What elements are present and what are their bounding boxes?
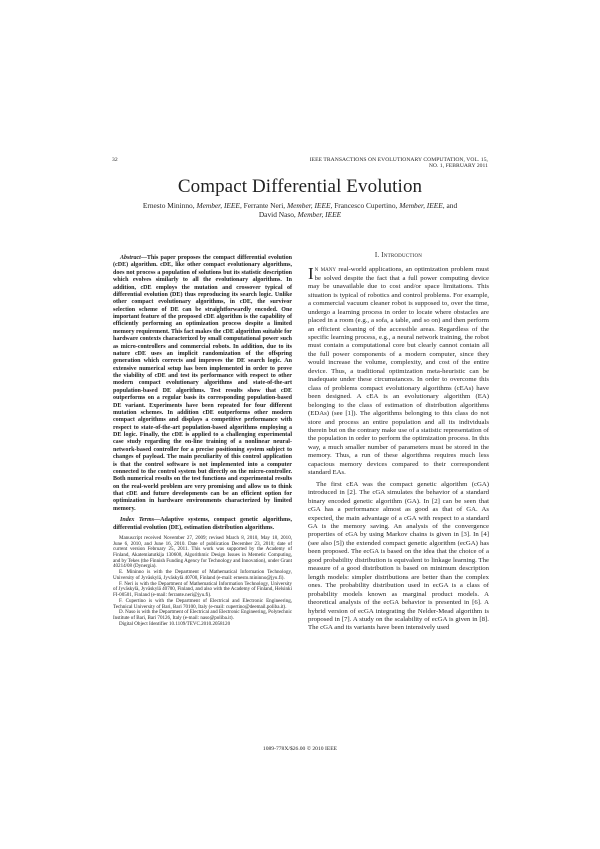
- intro-paragraph: The first cEA was the compact genetic algorithm (cGA) introduced in [2]. The cGA simulates the behavior of a standard binary encoded genetic algorithm (GA). In [2] can be seen that cGA has a performance almost as good as that of GA. As expected, the main advantage of a cGA with respect to a standard GA is the memory saving. An analysis of the convergence properties of cGA by using Markov chains is given in [3]. In [4] (see also [5]) the extended compact genetic algorithm (ecGA) has been proposed. The ecGA is based on the idea that the choice of a good probability distribution is equivalent to linkage learning. The measure of a good distribution is based on minimum description length models: simpler distributions are better than the complex ones. The probability distribution used in ecGA is a class of probability models known as marginal product models. A theoretical analysis of the ecGA behavior is presented in [6]. A hybrid version of ecGA integrating the Nelder-Mead algorithm is proposed in [7]. A study on the scalability of ecGA is given in [8]. The cGA and its variants have been intensively used: [308, 480, 489, 632]
- author-membership: Member, IEEE,: [196, 201, 242, 210]
- abstract-text: —This paper proposes the compact differential evolution (cDE) algorithm. cDE, like other compact evolutionary algorithms, does not process a population of solutions but its statistic description which evolves similarly to all the evolutionary algorithms. In addition, cDE employs the mutation and crossover typical of differential evolution (DE) thus reproducing its search logic. Unlike other compact evolutionary algorithms, in cDE, the survivor selection scheme of DE can be straightforwardly encoded. One important feature of the proposed cDE algorithm is the capability of efficiently performing an optimization process despite a limited memory requirement. This fact makes the cDE algorithm suitable for hardware contexts characterized by small computational power such as micro-controllers and commercial robots. In addition, due to its nature cDE uses an implicit randomization of the offspring generation which corrects and improves the DE search logic. An extensive numerical setup has been implemented in order to prove the viability of cDE and test its performance with respect to other modern compact evolutionary algorithms and state-of-the-art population-based DE algorithms. Test results show that cDE outperforms on a regular basis its corresponding population-based DE variant. Experiments have been repeated for four different mutation schemes. In addition cDE outperforms other modern compact algorithms and displays a competitive performance with respect to state-of-the-art population-based algorithms employing a DE logic. Finally, the cDE is applied to a challenging experimental case study regarding the on-line training of a nonlinear neural-network-based controller for a precise positioning system subject to changes of payload. The main peculiarity of this control application is that the control software is not implemented into a computer connected to the control system but directly on the micro-controller. Both numerical results on the test functions and experimental results on the real-world problem are very promising and allow us to think that cDE and future developments can be an efficient option for optimization in hardware environments characterized by limited memory.: [113, 255, 292, 512]
- author-membership: Member, IEEE: [297, 210, 342, 220]
- intro-paragraph: [308, 266, 489, 477]
- abstract: [113, 255, 292, 513]
- section-heading: [308, 252, 489, 259]
- copyright-notice: 1089-778X/$26.00 © 2010 IEEE: [262, 746, 338, 752]
- author-name: David Naso,: [258, 210, 296, 220]
- intro-text: real-world applications, an optimization problem must be solved despite the fact that a full power computing device may be unavailable due to cost and/or space limitations. This situation is typical of robotics and control problems. For example, a commercial vacuum cleaner robot is supposed to, over the time, undergo a learning process in order to locate where obstacles are placed in a room (e.g., a sofa, a table, and so on) and then perform an efficient cleaning of the accessible areas. Regardless of the specific learning process, e.g., a neural network training, the robot must contain a computational core but clearly cannot contain all the full power components of a modern computer, since they would increase the volume, complexity, and cost of the entire device. Thus, a traditional optimization meta-heuristic can be inadequate under these circumstances. In order to overcome this class of problems compact evolutionary algorithms (cEAs) have been designed. A cEA is an evolutionary algorithm (EA) belonging to the class of estimation of distribution algorithms (EDAs) (see [1]). The algorithms belonging to this class do not store and process an entire population and all its individuals therein but on the contrary make use of a statistic representation of the population in order to perform the optimization process. In this way, a much smaller number of parameters must be stored in the memory. Thus, a run of these algorithms requires much less capacious memory devices compared to their correspondent standard EAs.: [308, 266, 490, 477]
- footnote-affiliation: E. Mininno is with the Department of Mathematical Information Technology, University of Jyväskylä, Jyväskylä 40700, Finland (e-mail: ernesto.mininno@jyu.fi).: [113, 569, 292, 581]
- index-terms: [113, 517, 292, 532]
- author-membership: Member, IEEE,: [286, 201, 333, 210]
- author-list: [118, 201, 482, 220]
- drop-word: n many: [314, 266, 336, 274]
- author-conjunction: and: [446, 201, 458, 210]
- footnote-affiliation: F. Cupertino is with the Department of Electrical and Electronic Engineering, Technical University of Bari, Bari 70100, Italy (e-mail: cupertino@deemail.poliba.it).: [113, 597, 292, 610]
- author-name: Ernesto Mininno,: [142, 201, 195, 210]
- footnote-manuscript: Manuscript received November 27, 2009; revised March 8, 2010, May 18, 2010, June 6, 2010, and June 16, 2010. Date of publication December 23, 2010; date of current version February 25, 2011. This work was supported by the Academy of Finland, Akatemiatutkija 130600, Algorithmic Design Issues in Memetic Computing, and by Tekes (the Finnish Funding Agency for Technology and Innovation), under Grant 40214/08 (Dynergia).: [113, 534, 292, 570]
- footnote-affiliation: D. Naso is with the Department of Electrical and Electronic Engineering, Polytechnic Institute of Bari, Bari 70126, Italy (e-mail: naso@poliba.it).: [113, 609, 292, 621]
- footnote-affiliation: F. Neri is with the Department of Mathematical Information Technology, University of Jyväskylä, Jyväskylä 40700, Finland, and also with the Academy of Finland, Helsinki FI-00501, Finland (e-mail: ferrante.neri@jyu.fi).: [113, 580, 292, 599]
- author-membership: Member, IEEE,: [399, 201, 445, 210]
- left-column: [113, 255, 292, 627]
- abstract-lead: Abstract: [120, 255, 141, 261]
- page-number: 32: [112, 157, 118, 163]
- index-terms-text: —Adaptive systems, compact genetic algorithms, differential evolution (DE), estimation distribution algorithms.: [113, 517, 292, 531]
- footnote-doi: Digital Object Identifier 10.1109/TEVC.2010.2058120: [119, 620, 231, 627]
- drop-cap: I: [308, 264, 314, 284]
- author-name: Ferrante Neri,: [243, 201, 286, 210]
- section-number: I.: [374, 252, 380, 259]
- author-name: Francesco Cupertino,: [334, 201, 398, 210]
- running-head: IEEE TRANSACTIONS ON EVOLUTIONARY COMPUTATION, VOL. 15, NO. 1, FEBRUARY 2011: [309, 157, 488, 169]
- right-column: [308, 252, 489, 633]
- paper-title: Compact Differential Evolution: [177, 176, 423, 197]
- section-title: Introduction: [381, 252, 423, 259]
- index-terms-lead: Index Terms: [120, 517, 155, 524]
